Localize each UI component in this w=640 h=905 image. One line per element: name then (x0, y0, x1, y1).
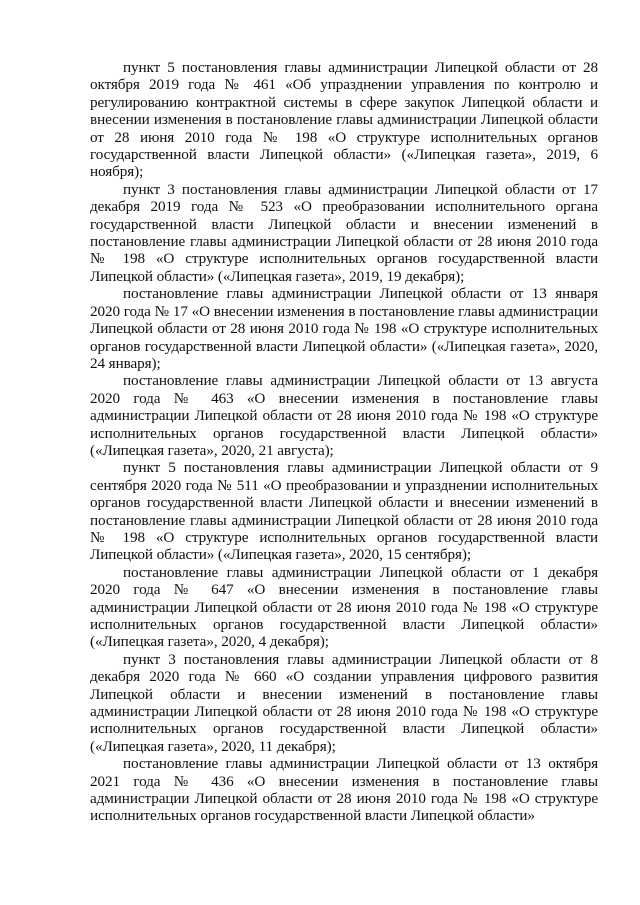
list-item-paragraph: пункт 3 постановления главы администрации Липецкой области от 17 декабря 2019 года № 523 «О преобразовании исполнительного органа государственной власти Липецкой области и внесении изменений в постановление главы администрации Липецкой области от 28 июня 2010 года № 198 «О структуре исполнительных органов государственной власти Липецкой области» («Липецкая газета», 2019, 19 декабря); (90, 180, 598, 285)
list-item-paragraph: пункт 5 постановления главы администрации Липецкой области от 9 сентября 2020 года № 511 «О преобразовании и упразднении исполнительных органов государственной власти Липецкой области и внесении изменений в постановление главы администрации Липецкой области от 28 июня 2010 года № 198 «О структуре исполнительных органов государственной власти Липецкой области» («Липецкая газета», 2020, 15 сентября); (90, 459, 598, 564)
list-item-paragraph: пункт 5 постановления главы администрации Липецкой области от 28 октября 2019 года № 461 «Об упразднении управления по контролю и регулированию контрактной системы в сфере закупок Липецкой области и внесении изменения в постановление главы администрации Липецкой области от 28 июня 2010 года № 198 «О структуре исполнительных органов государственной власти Липецкой области» («Липецкая газета», 2019, 6 ноября); (90, 59, 598, 181)
list-item-paragraph: постановление главы администрации Липецкой области от 1 декабря 2020 года № 647 «О внесении изменения в постановление главы администрации Липецкой области от 28 июня 2010 года № 198 «О структуре исполнительных органов государственной власти Липецкой области» («Липецкая газета», 2020, 4 декабря); (90, 563, 598, 651)
list-item-paragraph: постановление главы администрации Липецкой области от 13 января 2020 года № 17 «О внесении изменения в постановление главы администрации Липецкой области от 28 июня 2010 года № 198 «О структуре исполнительных органов государственной власти Липецкой области» («Липецкая газета», 2020, 24 января); (90, 285, 598, 372)
list-item-paragraph: постановление главы администрации Липецкой области от 13 августа 2020 года № 463 «О внесении изменения в постановление главы администрации Липецкой области от 28 июня 2010 года № 198 «О структуре исполнительных органов государственной власти Липецкой области» («Липецкая газета», 2020, 21 августа); (90, 372, 598, 459)
list-item-paragraph: постановление главы администрации Липецкой области от 13 октября 2021 года № 436 «О внесении изменения в постановление главы администрации Липецкой области от 28 июня 2010 года № 198 «О структуре исполнительных органов государственной власти Липецкой области» (90, 755, 598, 825)
document-body (90, 59, 598, 825)
list-item-paragraph: пункт 3 постановления главы администрации Липецкой области от 8 декабря 2020 года № 660 «О создании управления цифрового развития Липецкой области и внесении изменений в постановление главы администрации Липецкой области от 28 июня 2010 года № 198 «О структуре исполнительных органов государственной власти Липецкой области» («Липецкая газета», 2020, 11 декабря); (90, 650, 598, 755)
